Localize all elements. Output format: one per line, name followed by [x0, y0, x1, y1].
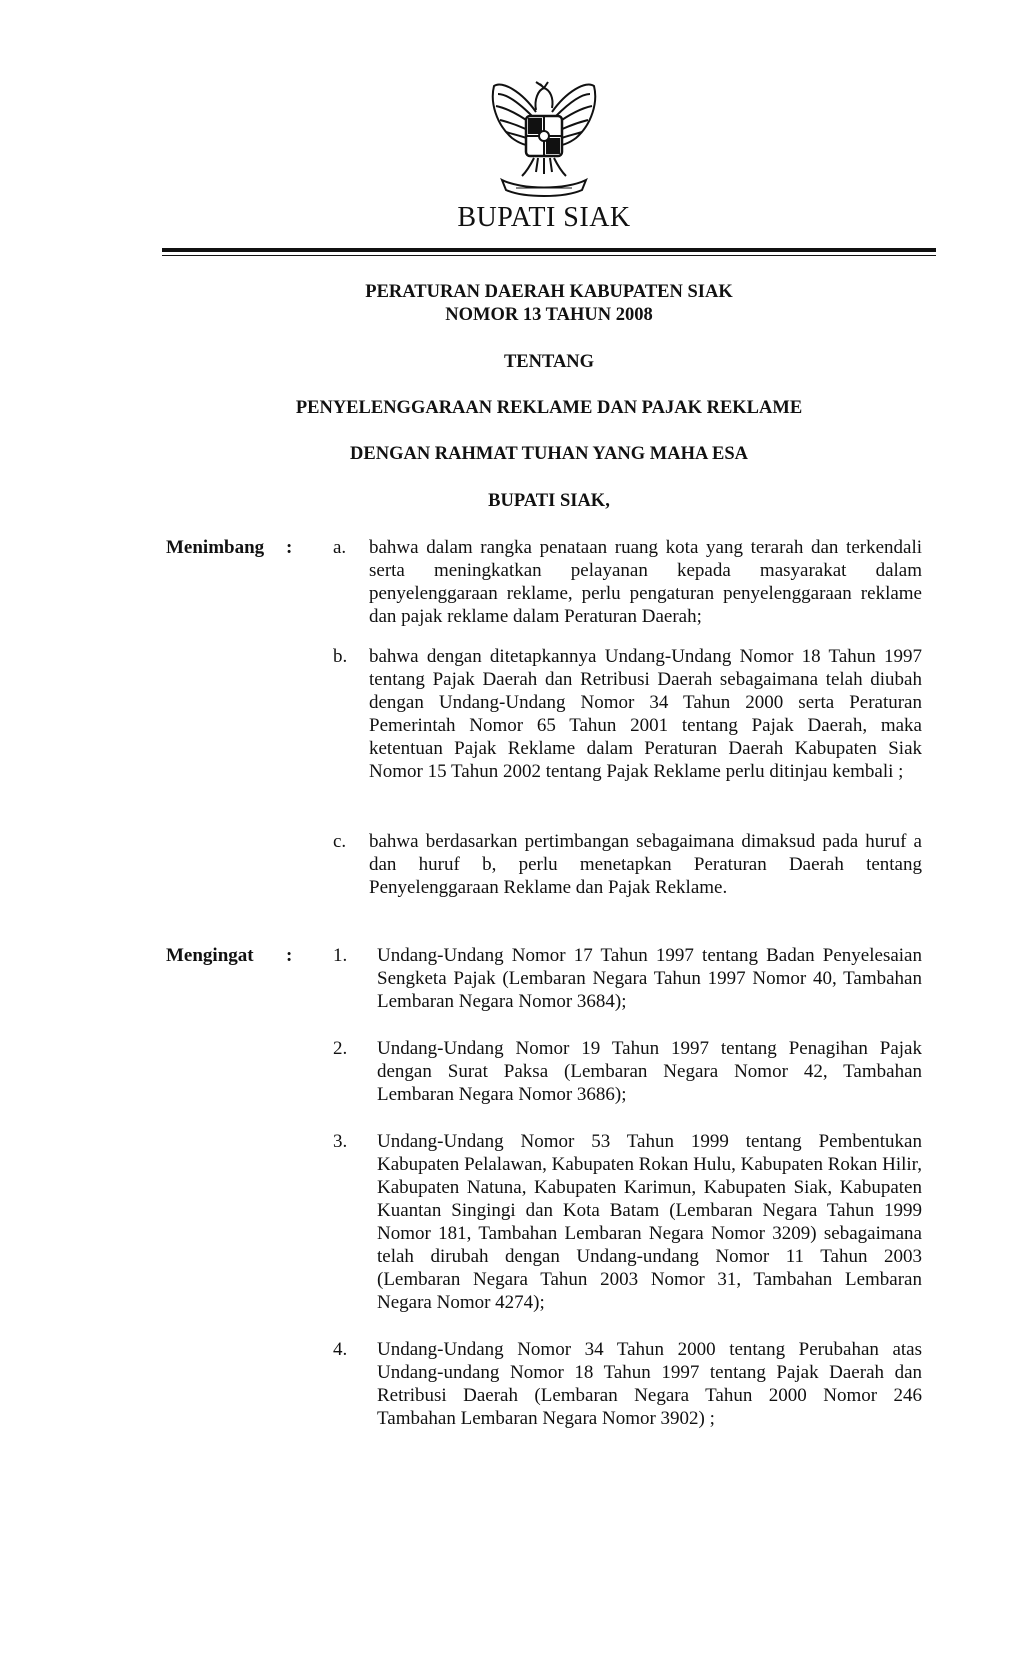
official-heading: BUPATI SIAK,	[488, 491, 610, 511]
mengingat-item-2: Undang-Undang Nomor 19 Tahun 1997 tentang Penagihan Pajak dengan Surat Paksa (Lembaran Negara Nomor 42, Tambahan Lembaran Negara Nomor 3686);	[377, 1038, 922, 1105]
regulation-number: NOMOR 13 TAHUN 2008	[445, 305, 653, 325]
menimbang-item-a: bahwa dalam rangka penataan ruang kota yang terarah dan terkendali serta meningkatkan pelayanan kepada masyarakat dalam penyelenggaraan reklame, perlu pengaturan penyelenggaraan reklame dan pajak reklame dalam Peraturan Daerah;	[369, 537, 922, 627]
authority-title: BUPATI SIAK	[457, 202, 631, 233]
mengingat-item-3: Undang-Undang Nomor 53 Tahun 1999 tentang Pembentukan Kabupaten Pelalawan, Kabupaten Rokan Hulu, Kabupaten Rokan Hilir, Kabupaten Natuna, Kabupaten Karimun, Kabupaten Siak, Kabupaten Kuantan Singingi dan Kota Batam (Lembaran Negara Tahun 1999 Nomor 181, Tambahan Lembaran Negara Nomor 3209) sebagaimana telah dirubah dengan Undang-undang Nomor 11 Tahun 2003 (Lembaran Negara Tahun 2003 Nomor 31, Tambahan Lembaran Negara Nomor 4274);	[377, 1131, 922, 1313]
invocation-heading: DENGAN RAHMAT TUHAN YANG MAHA ESA	[350, 444, 748, 464]
mengingat-colon: :	[286, 945, 293, 966]
menimbang-marker-c: c.	[333, 831, 347, 852]
regulation-subject: PENYELENGGARAAN REKLAME DAN PAJAK REKLAME	[295, 398, 803, 418]
regulation-title: PERATURAN DAERAH KABUPATEN SIAK	[365, 282, 733, 302]
menimbang-marker-b: b.	[333, 646, 348, 667]
menimbang-marker-a: a.	[333, 537, 347, 558]
menimbang-label: Menimbang	[166, 537, 265, 558]
menimbang-item-c: bahwa berdasarkan pertimbangan sebagaimana dimaksud pada huruf a dan huruf b, perlu menetapkan Peraturan Daerah tentang Penyelenggaraan Reklame dan Pajak Reklame.	[369, 831, 922, 898]
header-rule-thick	[162, 248, 936, 252]
mengingat-label: Mengingat	[166, 945, 254, 966]
about-heading: TENTANG	[503, 352, 595, 372]
garuda-emblem-icon	[482, 72, 606, 200]
mengingat-marker-4: 4.	[333, 1339, 348, 1360]
mengingat-marker-1: 1.	[333, 945, 348, 966]
mengingat-item-1: Undang-Undang Nomor 17 Tahun 1997 tentang Badan Penyelesaian Sengketa Pajak (Lembaran Negara Tahun 1997 Nomor 40, Tambahan Lembaran Negara Nomor 3684);	[377, 945, 922, 1012]
header-rule-thin	[162, 255, 936, 256]
menimbang-colon: :	[286, 537, 293, 558]
menimbang-item-b: bahwa dengan ditetapkannya Undang-Undang Nomor 18 Tahun 1997 tentang Pajak Daerah dan Retribusi Daerah sebagaimana telah diubah dengan Undang-Undang Nomor 34 Tahun 2000 serta Peraturan Pemerintah Nomor 65 Tahun 2001 tentang Pajak Daerah, maka ketentuan Pajak Reklame dalam Peraturan Daerah Kabupaten Siak Nomor 15 Tahun 2002 tentang Pajak Reklame perlu ditinjau kembali ;	[369, 646, 922, 782]
mengingat-marker-3: 3.	[333, 1131, 348, 1152]
mengingat-marker-2: 2.	[333, 1038, 348, 1059]
mengingat-item-4: Undang-Undang Nomor 34 Tahun 2000 tentang Perubahan atas Undang-undang Nomor 18 Tahun 1997 tentang Pajak Daerah dan Retribusi Daerah (Lembaran Negara Tahun 2000 Nomor 246 Tambahan Lembaran Negara Nomor 3902) ;	[377, 1339, 922, 1429]
